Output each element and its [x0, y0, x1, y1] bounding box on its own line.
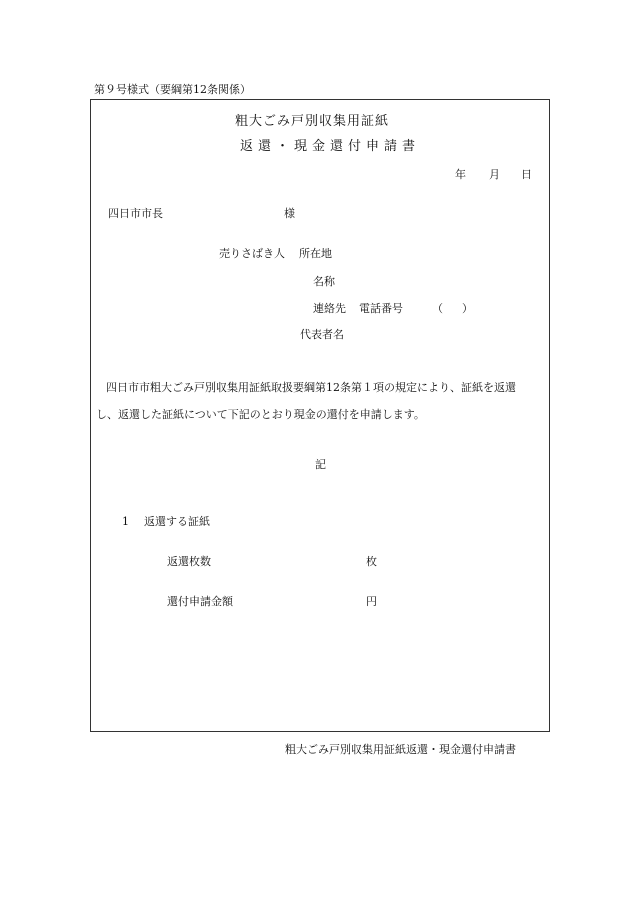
- addressee-honorific: 様: [284, 207, 295, 220]
- count-label: 返還枚数: [167, 555, 211, 568]
- form-title-line2: 返還・現金還付申請書: [240, 139, 421, 154]
- name-label: 名称: [313, 275, 335, 288]
- phone-paren-open: （: [432, 302, 443, 315]
- ki-heading: 記: [315, 458, 326, 471]
- contact-label: 連絡先: [313, 302, 346, 315]
- body-text-line1: 四日市市粗大ごみ戸別収集用証紙取扱要綱第12条第１項の規定により、証紙を返還: [106, 381, 516, 394]
- phone-label: 電話番号: [359, 302, 403, 315]
- item1-label: 返還する証紙: [144, 515, 210, 528]
- item1-number: 1: [122, 515, 129, 528]
- phone-paren-close: ）: [462, 302, 473, 315]
- date-day: 日: [521, 168, 532, 181]
- count-unit: 枚: [366, 555, 377, 568]
- amount-label: 還付申請金額: [167, 595, 233, 608]
- body-text-line2: し、返還した証紙について下記のとおり現金の還付を申請します。: [96, 408, 425, 421]
- address-label: 所在地: [299, 247, 332, 260]
- date-month: 月: [489, 168, 500, 181]
- addressee-name: 四日市市長: [108, 207, 163, 220]
- form-title-line1: 粗大ごみ戸別収集用証紙: [235, 114, 390, 129]
- footer-caption: 粗大ごみ戸別収集用証紙返還・現金還付申請書: [285, 743, 516, 756]
- applicant-role: 売りさばき人: [219, 247, 285, 260]
- form-number: 第９号様式（要綱第12条関係）: [94, 83, 251, 96]
- representative-label: 代表者名: [300, 328, 344, 341]
- date-year: 年: [455, 168, 466, 181]
- amount-unit: 円: [366, 595, 377, 608]
